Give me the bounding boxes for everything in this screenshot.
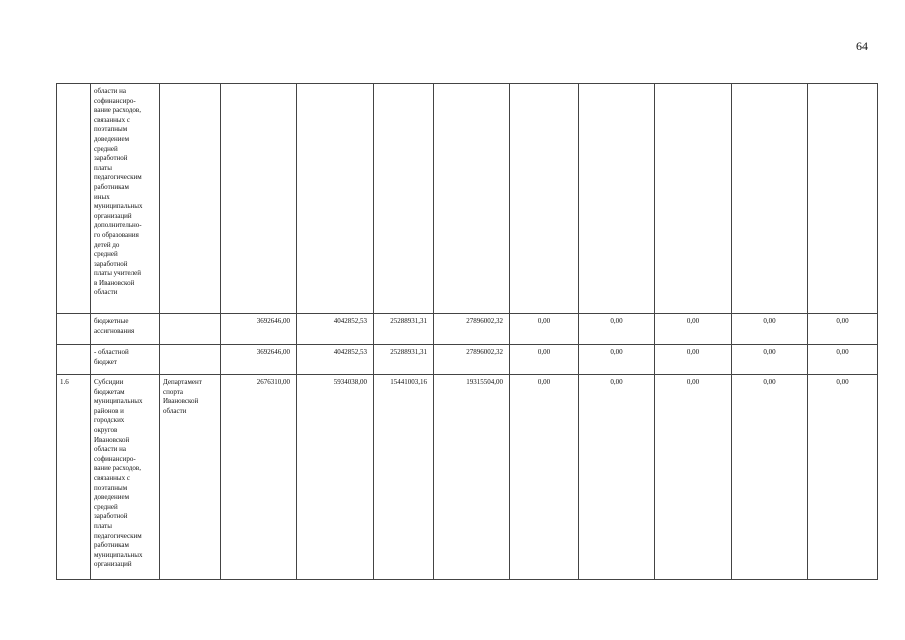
row-number-cell: [57, 345, 91, 375]
budget-table: [56, 83, 878, 580]
value-cell: 0,00: [808, 314, 878, 345]
value-cell: 0,00: [579, 314, 655, 345]
value-cell: 0,00: [655, 345, 732, 375]
value-cell: [655, 84, 732, 314]
value-cell: 4042852,53: [297, 345, 374, 375]
value-cell: 0,00: [808, 375, 878, 580]
value-cell: 0,00: [732, 345, 808, 375]
value-cell: 3692646,00: [221, 345, 297, 375]
value-cell: 0,00: [579, 345, 655, 375]
executor-cell: Департамент спорта Ивановской области: [160, 375, 221, 580]
table-row: [57, 375, 878, 580]
value-cell: [434, 84, 510, 314]
measure-name-cell: Субсидии бюджетам муниципальных районов и городских округов Ивановской области на софинансиро- вание расходов, связанных с поэтапным доведением средней заработной платы педагогическим работникам муниципальных организаций: [91, 375, 160, 580]
executor-cell: [160, 84, 221, 314]
value-cell: 0,00: [732, 314, 808, 345]
executor-cell: [160, 345, 221, 375]
value-cell: 0,00: [579, 375, 655, 580]
value-cell: 0,00: [732, 375, 808, 580]
value-cell: [297, 84, 374, 314]
measure-name-cell: области на софинансиро- вание расходов, связанных с поэтапным доведением средней заработной платы педагогическим работникам иных муниципальных организаций дополнительно- го образования детей до средней заработной платы учителей в Ивановской области: [91, 84, 160, 314]
value-cell: [221, 84, 297, 314]
value-cell: 0,00: [510, 375, 579, 580]
row-number-cell: 1.6: [57, 375, 91, 580]
executor-cell: [160, 314, 221, 345]
value-cell: 27896002,32: [434, 314, 510, 345]
value-cell: 2676310,00: [221, 375, 297, 580]
measure-name-cell: - областной бюджет: [91, 345, 160, 375]
value-cell: 19315504,00: [434, 375, 510, 580]
value-cell: 27896002,32: [434, 345, 510, 375]
value-cell: 3692646,00: [221, 314, 297, 345]
value-cell: 4042852,53: [297, 314, 374, 345]
value-cell: 25288931,31: [374, 314, 434, 345]
value-cell: 15441003,16: [374, 375, 434, 580]
value-cell: [510, 84, 579, 314]
value-cell: [732, 84, 808, 314]
row-number-cell: [57, 84, 91, 314]
value-cell: 0,00: [510, 314, 579, 345]
value-cell: 0,00: [655, 375, 732, 580]
measure-name-cell: бюджетные ассигнования: [91, 314, 160, 345]
table-row: [57, 84, 878, 314]
page-number: 64: [856, 39, 868, 53]
table-row: [57, 345, 878, 375]
row-number-cell: [57, 314, 91, 345]
value-cell: 0,00: [655, 314, 732, 345]
value-cell: 25288931,31: [374, 345, 434, 375]
value-cell: [374, 84, 434, 314]
value-cell: [579, 84, 655, 314]
value-cell: [808, 84, 878, 314]
value-cell: 0,00: [808, 345, 878, 375]
value-cell: 0,00: [510, 345, 579, 375]
table-row: [57, 314, 878, 345]
value-cell: 5934038,00: [297, 375, 374, 580]
